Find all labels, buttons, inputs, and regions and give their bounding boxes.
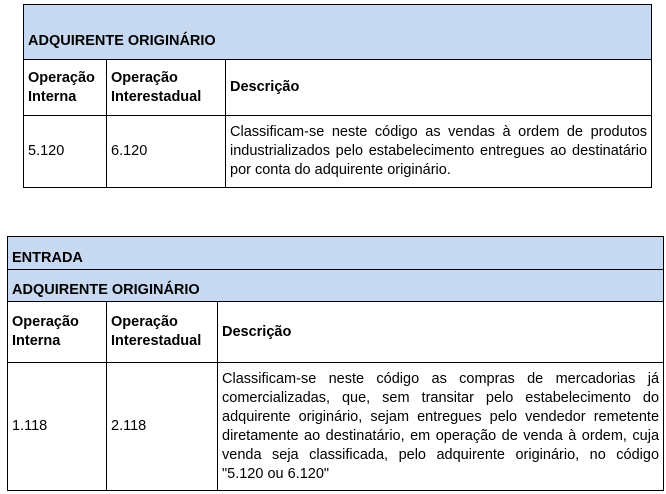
- column-header-descricao: Descrição: [226, 60, 652, 116]
- section-title: ENTRADA: [8, 237, 664, 270]
- cell-codigo-interno: 1.118: [8, 363, 107, 491]
- cell-codigo-interno: 5.120: [24, 116, 107, 188]
- column-header-operacao-interestadual: Operação Interestadual: [107, 60, 226, 116]
- column-header-operacao-interna: Operação Interna: [8, 302, 107, 363]
- cfop-table-adquirente-entrada: [7, 236, 664, 491]
- cell-codigo-interestadual: 6.120: [107, 116, 226, 188]
- cell-descricao: Classificam-se neste código as compras de mercadorias já comercializadas, que, sem transitar pelo estabelecimento do adquirente originário, sejam entregues pelo vendedor remetente diretamente ao destinatário, em operação de venda à ordem, cuja venda seja classificada, pelo adquirente originário, no código "5.120 ou 6.120": [218, 363, 664, 491]
- cfop-table-adquirente-saida: [23, 4, 652, 188]
- cell-descricao: Classificam-se neste código as vendas à ordem de produtos industrializados pelo estabelecimento entregues ao destinatário por conta do adquirente originário.: [226, 116, 652, 188]
- column-header-operacao-interestadual: Operação Interestadual: [107, 302, 218, 363]
- section-title: ADQUIRENTE ORIGINÁRIO: [24, 5, 652, 60]
- column-header-descricao: Descrição: [218, 302, 664, 363]
- cell-codigo-interestadual: 2.118: [107, 363, 218, 491]
- column-header-operacao-interna: Operação Interna: [24, 60, 107, 116]
- section-subtitle: ADQUIRENTE ORIGINÁRIO: [8, 270, 664, 302]
